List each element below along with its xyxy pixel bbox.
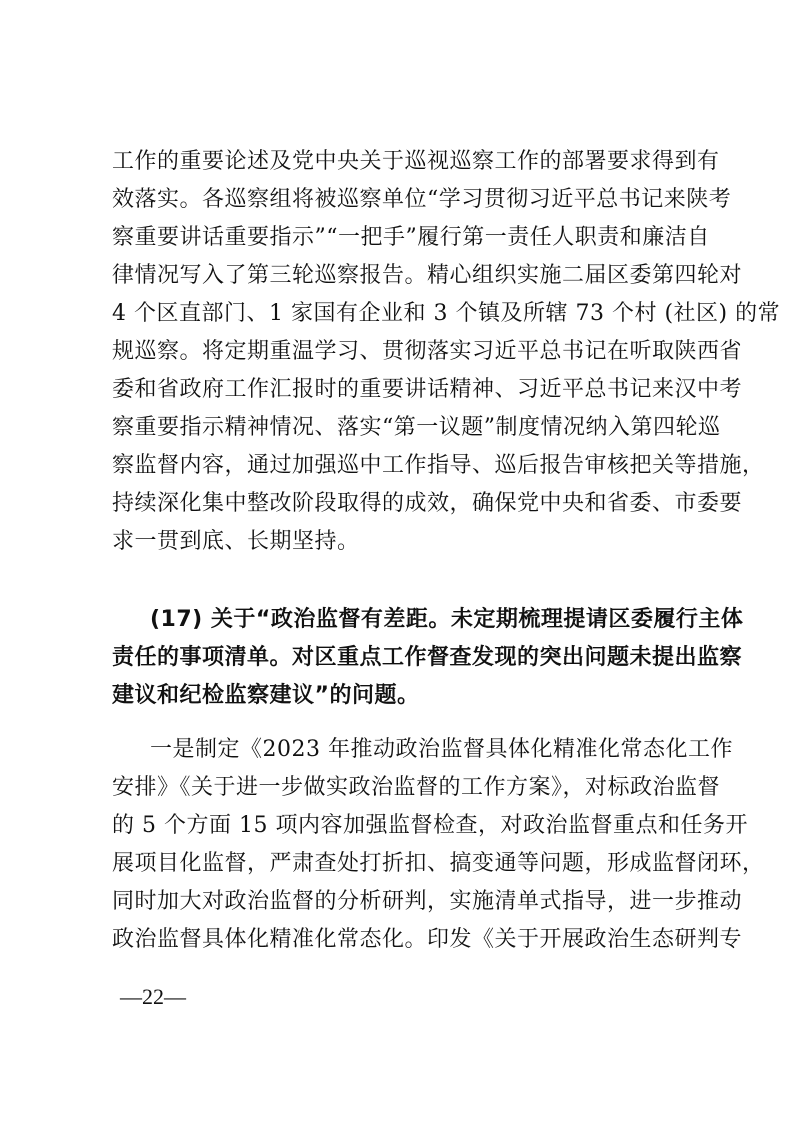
text-line: 察重要指示精神情况、落实“第一议题”制度情况纳入第四轮巡: [112, 415, 721, 440]
text-line: 政治监督具体化精准化常态化。印发《关于开展政治生态研判专: [112, 927, 743, 952]
text-line: 察监督内容，通过加强巡中工作指导、巡后报告审核把关等措施，: [112, 453, 765, 478]
text-line: 的 5 个方面 15 项内容加强监督检查，对政治监督重点和任务开: [112, 813, 748, 838]
text-line: 展项目化监督，严肃查处打折扣、搞变通等问题，形成监督闭环，: [112, 851, 765, 876]
text-line: 求一贯到底、长期坚持。: [112, 529, 360, 554]
text-line: 察重要讲话重要指示”“一把手”履行第一责任人职责和廉洁自: [112, 225, 710, 250]
text-line: 委和省政府工作汇报时的重要讲话精神、习近平总书记来汉中考: [112, 377, 743, 402]
text-line: 持续深化集中整改阶段取得的成效，确保党中央和省委、市委要: [112, 491, 743, 516]
text-line: 一是制定《2023 年推动政治监督具体化精准化常态化工作: [150, 737, 733, 762]
text-line: 工作的重要论述及党中央关于巡视巡察工作的部署要求得到有: [112, 149, 720, 174]
text-line: 安排》《关于进一步做实政治监督的工作方案》，对标政治监督: [112, 775, 721, 800]
page-number: —22—: [120, 984, 186, 1009]
heading-line: 建议和纪检监察建议”的问题。: [112, 683, 420, 708]
heading-line: (17) 关于“政治监督有差距。未定期梳理提请区委履行主体: [150, 607, 744, 632]
text-line: 规巡察。将定期重温学习、贯彻落实习近平总书记在听取陕西省: [112, 339, 743, 364]
heading-line: 责任的事项清单。对区重点工作督查发现的突出问题未提出监察: [112, 645, 743, 670]
text-line: 同时加大对政治监督的分析研判，实施清单式指导，进一步推动: [112, 889, 743, 914]
text-line: 效落实。各巡察组将被巡察单位“学习贯彻习近平总书记来陕考: [112, 187, 732, 212]
text-line: 4 个区直部门、1 家国有企业和 3 个镇及所辖 73 个村 (社区) 的常: [112, 301, 781, 326]
text-line: 律情况写入了第三轮巡察报告。精心组织实施二届区委第四轮对: [112, 263, 743, 288]
